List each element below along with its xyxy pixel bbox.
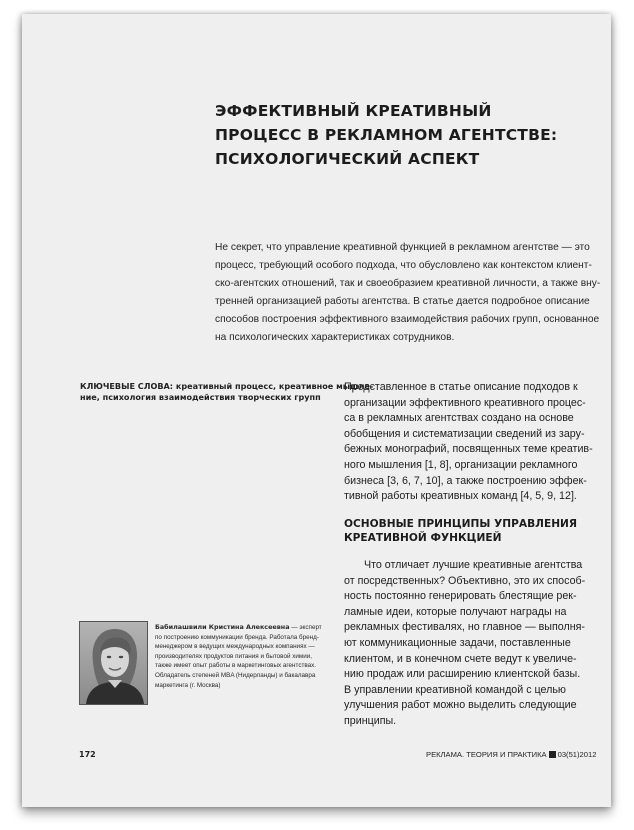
heading-line: КРЕАТИВНОЙ ФУНКЦИЕЙ (344, 532, 502, 544)
body-paragraph (344, 558, 589, 730)
abstract-line: Не секрет, что управление креативной функцией в рекламном агентстве — это (215, 242, 590, 253)
bio-text: — эксперт (289, 624, 322, 631)
abstract-line: процесс, требующий особого подхода, что обусловлено как контекстом клиент- (215, 260, 592, 271)
author-portrait-image (80, 622, 147, 704)
page-number: 172 (79, 750, 96, 759)
paragraph-line: улучшения работ можно выделить следующие (344, 699, 577, 712)
keywords-block (80, 381, 374, 403)
journal-page (22, 14, 611, 807)
keywords-text: креативный процесс, креативное мышле- (173, 381, 374, 391)
paragraph-line: ют коммуникационные задачи, поставленные (344, 636, 571, 649)
paragraph-line: нию продаж или расширению клиентской базы. (344, 668, 581, 681)
paragraph-line: В управлении креативной командой с целью (344, 683, 566, 696)
abstract-line: ско-агентских отношений, так и своеобразием креативной личности, а также вну- (215, 278, 601, 289)
paragraph-line: принципы. (344, 714, 397, 727)
bio-line: менеджером в ведущих международных компаниях — (155, 643, 315, 651)
paragraph-line: организации эффективного креативного процес- (344, 396, 586, 409)
bio-line: маркетинга (г. Москва) (155, 681, 221, 689)
paragraph-line: Представленное в статье описание подходов к (344, 381, 578, 393)
paragraph-line: ность постоянно генерировать блестящие рек- (344, 590, 577, 603)
paragraph-line: бизнеса [3, 6, 7, 10], а также построению эффек- (344, 474, 587, 487)
author-photo (79, 621, 148, 705)
title-line: ПСИХОЛОГИЧЕСКИЙ АСПЕКТ (215, 150, 480, 168)
abstract-line: способов построения эффективного взаимодействия рабочих групп, основанное (215, 314, 600, 325)
intro-paragraph (344, 380, 593, 505)
paragraph-line: са в рекламных агентствах создано на основе (344, 412, 574, 425)
journal-name: РЕКЛАМА. ТЕОРИЯ И ПРАКТИКА (426, 750, 547, 759)
title-line: ПРОЦЕСС В РЕКЛАМНОМ АГЕНТСТВЕ: (215, 126, 558, 144)
bio-line (155, 623, 350, 633)
keywords-line: ние, психология взаимодействия творческих групп (80, 392, 321, 402)
paragraph-line: ламные идеи, которые получают награды на (344, 605, 567, 618)
title-line: ЭФФЕКТИВНЫЙ КРЕАТИВНЫЙ (215, 102, 492, 120)
square-bullet-icon (549, 751, 556, 758)
paragraph-line: ного мышления [1, 8], организации рекламного (344, 458, 578, 471)
author-name: Бабилашвили Кристина Алексеевна (155, 623, 290, 631)
keywords-line (80, 381, 374, 392)
paragraph-line: Что отличает лучшие креативные агентства (364, 559, 583, 571)
bio-line: также имеет опыт работы в маркетинговых агентствах. (155, 662, 317, 670)
paragraph-line: рекламных фестивалях, но главное — выполня- (344, 621, 585, 634)
paragraph-line: бежных монографий, посвященных теме креатив- (344, 443, 593, 456)
paragraph-line: обобщения и систематизации сведений из зару- (344, 427, 585, 440)
abstract-line: тренней организацией работы агентства. В статье дается подробное описание (215, 296, 590, 307)
bio-line: производителях продуктов питания и бытовой химии, (155, 652, 313, 660)
article-title (215, 99, 575, 171)
paragraph-line: от посредственных? Объективно, это их способ- (344, 574, 586, 587)
bio-line: по построению коммуникации бренда. Работала бренд- (155, 633, 319, 641)
paragraph-line: тивной работы креативных команд [4, 5, 9, 12]. (344, 490, 577, 503)
journal-issue: 03(51)2012 (557, 750, 597, 759)
author-bio (155, 623, 350, 690)
section-heading (344, 517, 589, 545)
bio-line: Обладатель степеней MBA (Нидерланды) и бакалавра (155, 671, 316, 679)
article-abstract (215, 239, 601, 347)
abstract-line: на психологических характеристиках сотрудников. (215, 332, 455, 343)
heading-line: ОСНОВНЫЕ ПРИНЦИПЫ УПРАВЛЕНИЯ (344, 518, 578, 530)
keywords-label: КЛЮЧЕВЫЕ СЛОВА: (80, 381, 174, 391)
journal-footer (426, 750, 596, 759)
paragraph-line: клиентом, и в конечном счете ведут к увеличе- (344, 652, 577, 665)
